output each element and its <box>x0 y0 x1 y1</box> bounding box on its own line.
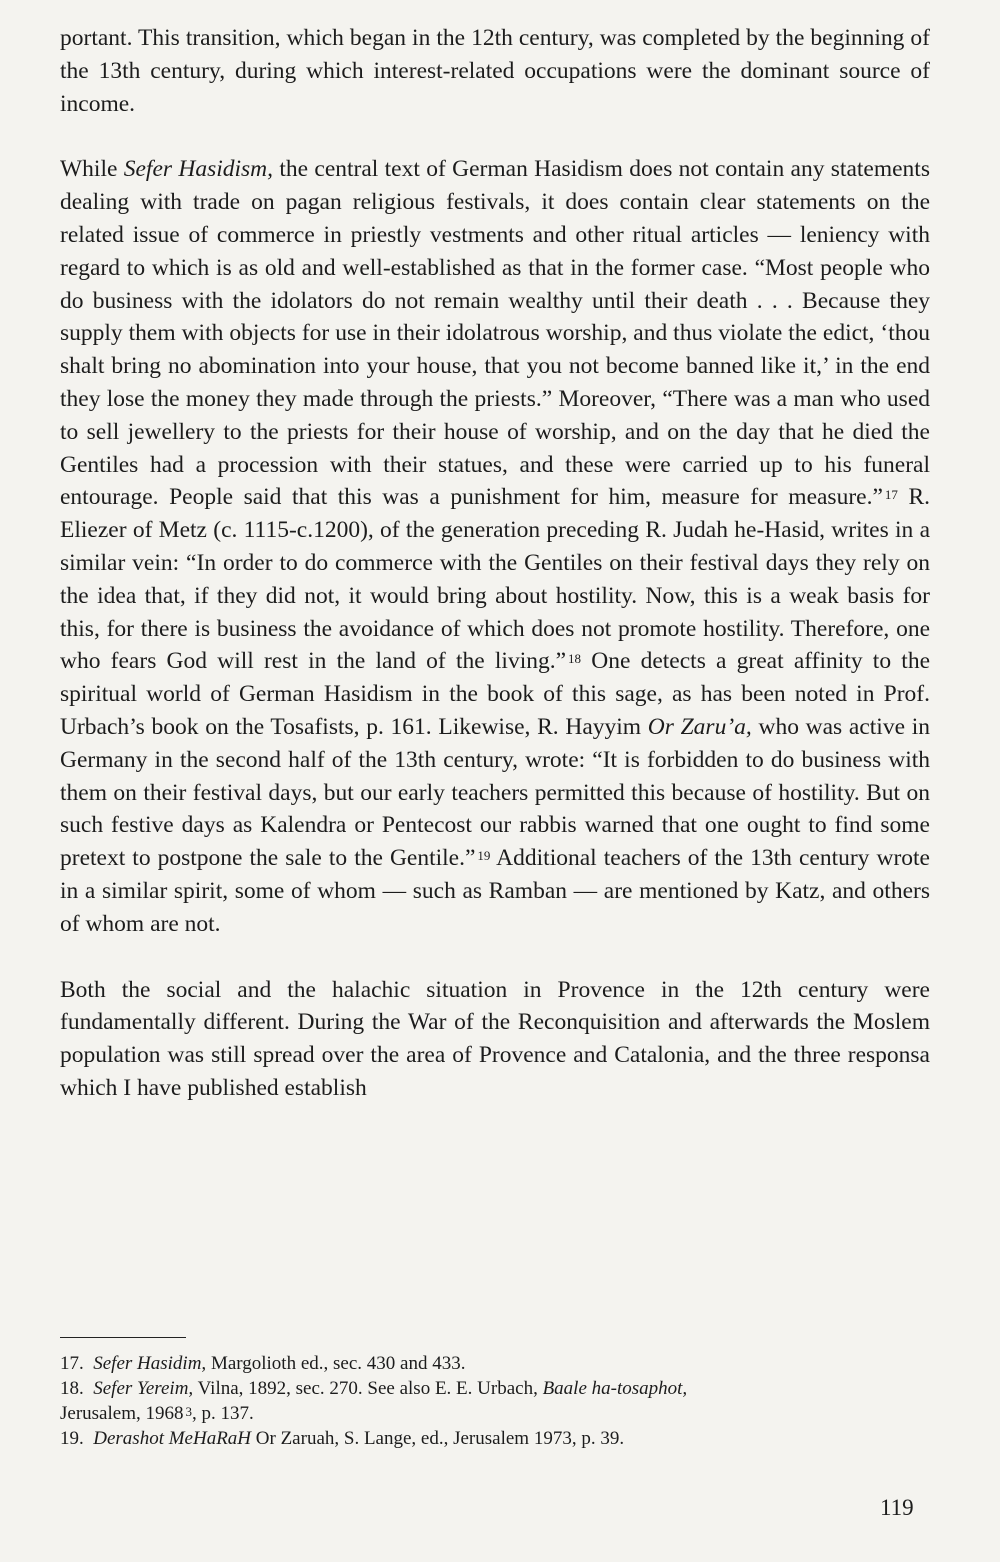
italic-text: Sefer Hasidim, <box>93 1353 207 1374</box>
footnote-line <box>60 1428 624 1449</box>
footnote <box>60 1351 930 1376</box>
footnote-line <box>60 1401 930 1426</box>
paragraph <box>60 22 930 120</box>
footnote <box>60 1426 930 1451</box>
text-run: Jerusalem, 1968 <box>60 1403 184 1424</box>
text-run: who was active in Germany in the second half of the 13th century, wrote: “It is forbidden to do business with them on their festival days, but our early teachers permitted this because of hostility. But on such festive days as Kalendra or Pentecost our rabbis warned that one ought to find some pretext to postpone the sale to the Gentile.” <box>60 713 930 872</box>
italic-text: Or Zaru’a, <box>647 713 752 740</box>
text-run: R. Eliezer of Metz (c. 1115-c.1200), of the generation preceding R. Judah he-Hasid, writes in a similar vein: “In order to do commerce with the Gentiles on their festival days they rely on the idea that, if they did not, it would bring about hostility. Now, this is a weak basis for this, for there is business the avoidance of which does not promote hostility. Therefore, one who fears God will rest in the land of the living.” <box>60 484 930 675</box>
italic-text: Baale ha-tosaphot, <box>542 1378 688 1399</box>
footnote-reference: 19 <box>477 848 491 864</box>
body-text <box>60 22 930 1105</box>
footnote-reference: 3 <box>185 1404 192 1419</box>
footnote-reference: 18 <box>568 651 582 667</box>
footnote-number: 17. <box>60 1353 94 1374</box>
italic-text: Sefer Yereim, <box>93 1378 194 1399</box>
footnote-separator <box>60 1337 186 1338</box>
text-run: , p. 137. <box>191 1403 254 1424</box>
page-number: 119 <box>880 1495 914 1520</box>
text-run: Margolioth ed., sec. 430 and 433. <box>206 1353 466 1374</box>
footnote-number: 19. <box>60 1428 94 1449</box>
text-run: portant. This transition, which began in the 12th century, was completed by the beginning of the 13th century, during which interest-related occupations were the dominant source of income. <box>60 25 930 117</box>
paragraph <box>60 974 930 1105</box>
footnote-number: 18. <box>60 1378 94 1399</box>
text-run: While <box>60 156 124 183</box>
footnote-line <box>60 1378 687 1399</box>
italic-text: Sefer Hasidism, <box>123 156 274 183</box>
text-run: Additional teachers of the 13th century wrote in a similar spirit, some of whom — such as Ramban — are mentioned by Katz, and others of whom are not. <box>60 845 930 937</box>
text-run: One detects a great affinity to the spiritual world of German Hasidism in the book of this sage, as has been noted in Prof. Urbach’s book on the Tosafists, p. 161. Likewise, R. Hayyim <box>60 648 930 740</box>
italic-text: Derashot MeHaRaH <box>93 1428 252 1449</box>
paragraph <box>60 153 930 940</box>
text-run: the central text of German Hasidism does not contain any statements dealing with trade on pagan religious festivals, it does contain clear statements on the related issue of commerce in priestly vestments and other ritual articles — leniency with regard to which is as old and well-established as that in the former case. “Most people who do business with the idolators do not remain wealthy until their death . . . Because they supply them with objects for use in their idolatrous worship, and thus violate the edict, ‘thou shalt bring no abomination into your house, that you not become banned like it,’ in the end they lose the money they made through the priests.” Moreover, “There was a man who used to sell jewellery to the priests for their house of worship, and on the day that he died the Gentiles had a procession with their statues, and these were carried up to his funeral entourage. People said that this was a punishment for him, measure for measure.” <box>60 156 930 511</box>
text-run: Both the social and the halachic situation in Provence in the 12th century were fundamentally different. During the War of the Reconquisition and afterwards the Moslem population was still spread over the area of Provence and Catalonia, and the three responsa which I have published establish <box>60 976 930 1101</box>
footnote-line <box>60 1353 465 1374</box>
footnote-reference: 17 <box>884 487 898 503</box>
text-run: Vilna, 1892, sec. 270. See also E. E. Urbach, <box>193 1378 543 1399</box>
footnote <box>60 1376 930 1426</box>
text-run: Or Zaruah, S. Lange, ed., Jerusalem 1973, p. 39. <box>251 1428 625 1449</box>
footnotes <box>60 1351 930 1451</box>
